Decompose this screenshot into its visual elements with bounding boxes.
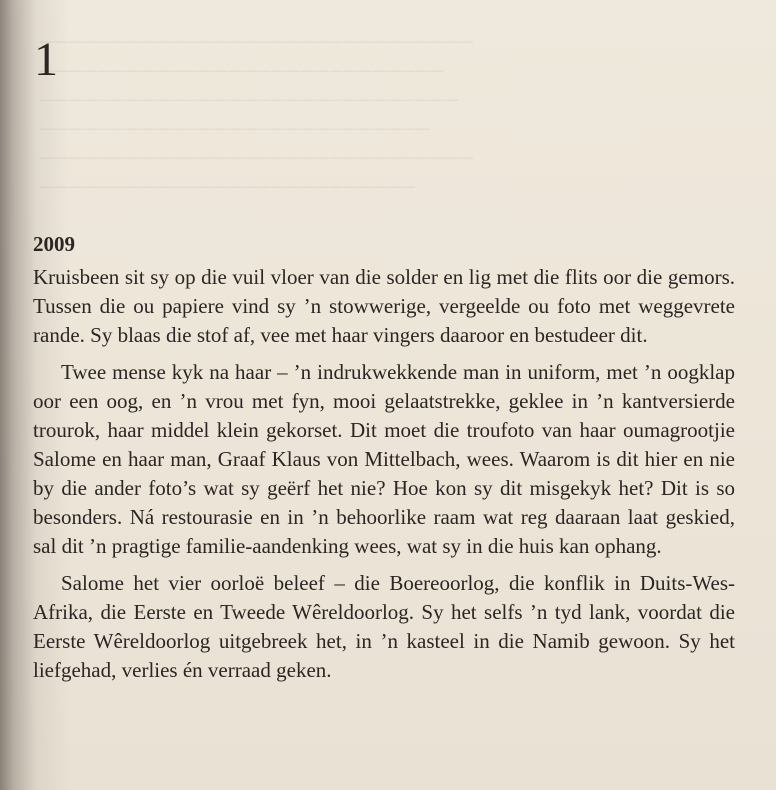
bleed-through-texture: ────────────────────────────── ──────────────────────────── ───────────────────────────── ─────────────────────────── ────────────────────────────── ────────────────────────── <box>40 32 474 198</box>
paragraph-1: Kruisbeen sit sy op die vuil vloer van die solder en lig met die flits oor die gemors. Tussen die ou papiere vind sy ’n stowwerige, vergeelde ou foto met weggevrete rande. Sy blaas die stof af, vee met haar vingers daaroor en bestudeer dit. <box>33 265 735 347</box>
body-text <box>33 263 735 693</box>
section-year-heading: 2009 <box>33 232 75 256</box>
paragraph-3: Salome het vier oorloë beleef – die Boereoorlog, die konflik in Duits-Wes-Afrika, die Eerste en Tweede Wêreldoorlog. Sy het selfs ’n tyd lank, voordat die Eerste Wêreldoorlog uitgebreek het, in ’n kasteel in die Namib gewoon. Sy het liefgehad, verlies én verraad geken. <box>33 571 735 682</box>
paragraph-2: Twee mense kyk na haar – ’n indrukwekkende man in uniform, met ’n oogklap oor een oog, en ’n vrou met fyn, mooi gelaatstrekke, geklee in ’n kantversierde trourok, haar middel klein gekorset. Dit moet die troufoto van haar oumagrootjie Salome en haar man, Graaf Klaus von Mittelbach, wees. Waarom is dit hier en nie by die ander foto’s wat sy geërf het nie? Hoe kon sy dit misgekyk het? Dit is so besonders. Ná restourasie en in ’n behoorlike raam wat reg daaraan laat geskied, sal dit ’n pragtige familie-aandenking wees, wat sy in die huis kan ophang. <box>33 360 735 558</box>
chapter-number: 1 <box>34 33 58 86</box>
